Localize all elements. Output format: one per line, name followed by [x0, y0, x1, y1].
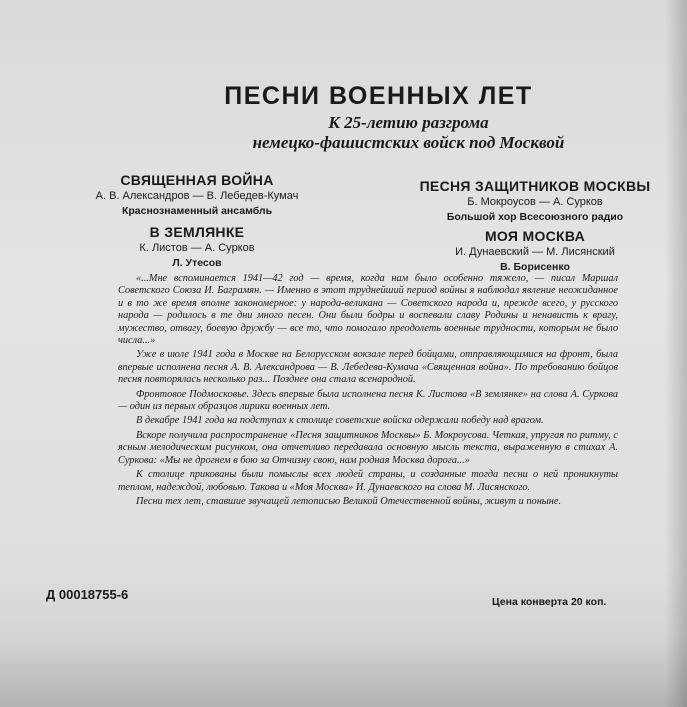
song-block-in-dugout: [72, 224, 322, 269]
song-authors: Б. Мокроусов — А. Сурков: [467, 196, 603, 208]
paragraph: Песни тех лет, ставшие звучащей летописью Великой Отечественной войны, живут и поныне.: [136, 495, 562, 507]
song-performer: Большой хор Всесоюзного радио: [446, 211, 624, 223]
paragraph: В декабре 1941 года на подступах к столице советские войска одержали победу над врагом.: [136, 415, 544, 427]
song-block-my-moscow: [400, 228, 670, 273]
liner-notes: [118, 273, 618, 510]
subtitle-line-2: немецко-фашистских войск под Москвой: [252, 133, 565, 152]
song-title: МОЯ МОСКВА: [484, 228, 586, 244]
song-authors: К. Листов — А. Сурков: [139, 242, 255, 254]
paragraph: Фронтовое Подмосковье. Здесь впервые была исполнена песня К. Листова «В землянке» на слова А. Суркова — один из первых образцов лирики военных лет.: [118, 388, 618, 413]
song-title: ПЕСНЯ ЗАЩИТНИКОВ МОСКВЫ: [419, 178, 651, 194]
song-performer: В. Борисенко: [500, 261, 570, 273]
paper-bottom-shadow: [0, 637, 687, 707]
song-performer: Краснознаменный ансамбль: [121, 205, 273, 217]
paragraph: Уже в июле 1941 года в Москве на Белорусском вокзале перед бойцами, отправляющимися на фронт, была впервые исполнена песня А. В. Александрова — В. Лебедева-Кумача «Священная война». По требованию бойцов песня повторялась несколько раз... Позднее она стала всенародной.: [118, 349, 618, 386]
page-title: ПЕСНИ ВОЕННЫХ ЛЕТ: [224, 82, 533, 110]
subtitle-line-1: К 25-летию разгрома: [328, 113, 489, 132]
paragraph: «...Мне вспоминается 1941—42 год — время, когда нам было особенно тяжело, — писал Маршал Советского Союза И. Баграмян. — Именно в этот труднейший период войны я наблюдал явление неожиданное и в то же время вполне закономерное: у народа-великана — Советского народа и, прежде всего, у русского народа — родилось в те дни много песен. Они были бодры и воспевали славу Родины и ненависть к врагу, мужество, отвагу, боевую дружбу — все то, что помогало преодолеть военные трудности, которым не было числа...»: [118, 273, 618, 347]
paragraph: К столице прикованы были помыслы всех людей страны, и созданные тогда песни о ней проникнуты теплом, надеждой, любовью. Такова и «Моя Москва» И. Дунаевского на слова М. Лисянского.: [118, 469, 618, 493]
price-label: Цена конверта 20 коп.: [492, 596, 607, 608]
song-title: СВЯЩЕННАЯ ВОЙНА: [120, 172, 274, 188]
song-performer: Л. Утесов: [172, 257, 222, 269]
paragraph: Вскоре получила распространение «Песня защитников Москвы» Б. Мокроусова. Четкая, упругая по ритму, с ясным мелодическим рисунком, она отчетливо передавала основную мысль текста, выраженную в стихах А. Суркова: «Мы не дрогнем в бою за Отчизну свою, нам родная Москва дорога...»: [118, 429, 618, 466]
song-authors: А. В. Александров — В. Лебедев-Кумач: [95, 190, 299, 202]
song-block-moscow-defenders: [400, 178, 670, 223]
song-block-sacred-war: [72, 172, 322, 217]
song-title: В ЗЕМЛЯНКЕ: [149, 224, 245, 240]
song-authors: И. Дунаевский — М. Лисянский: [455, 246, 615, 258]
catalog-number: Д 00018755-6: [46, 587, 129, 602]
